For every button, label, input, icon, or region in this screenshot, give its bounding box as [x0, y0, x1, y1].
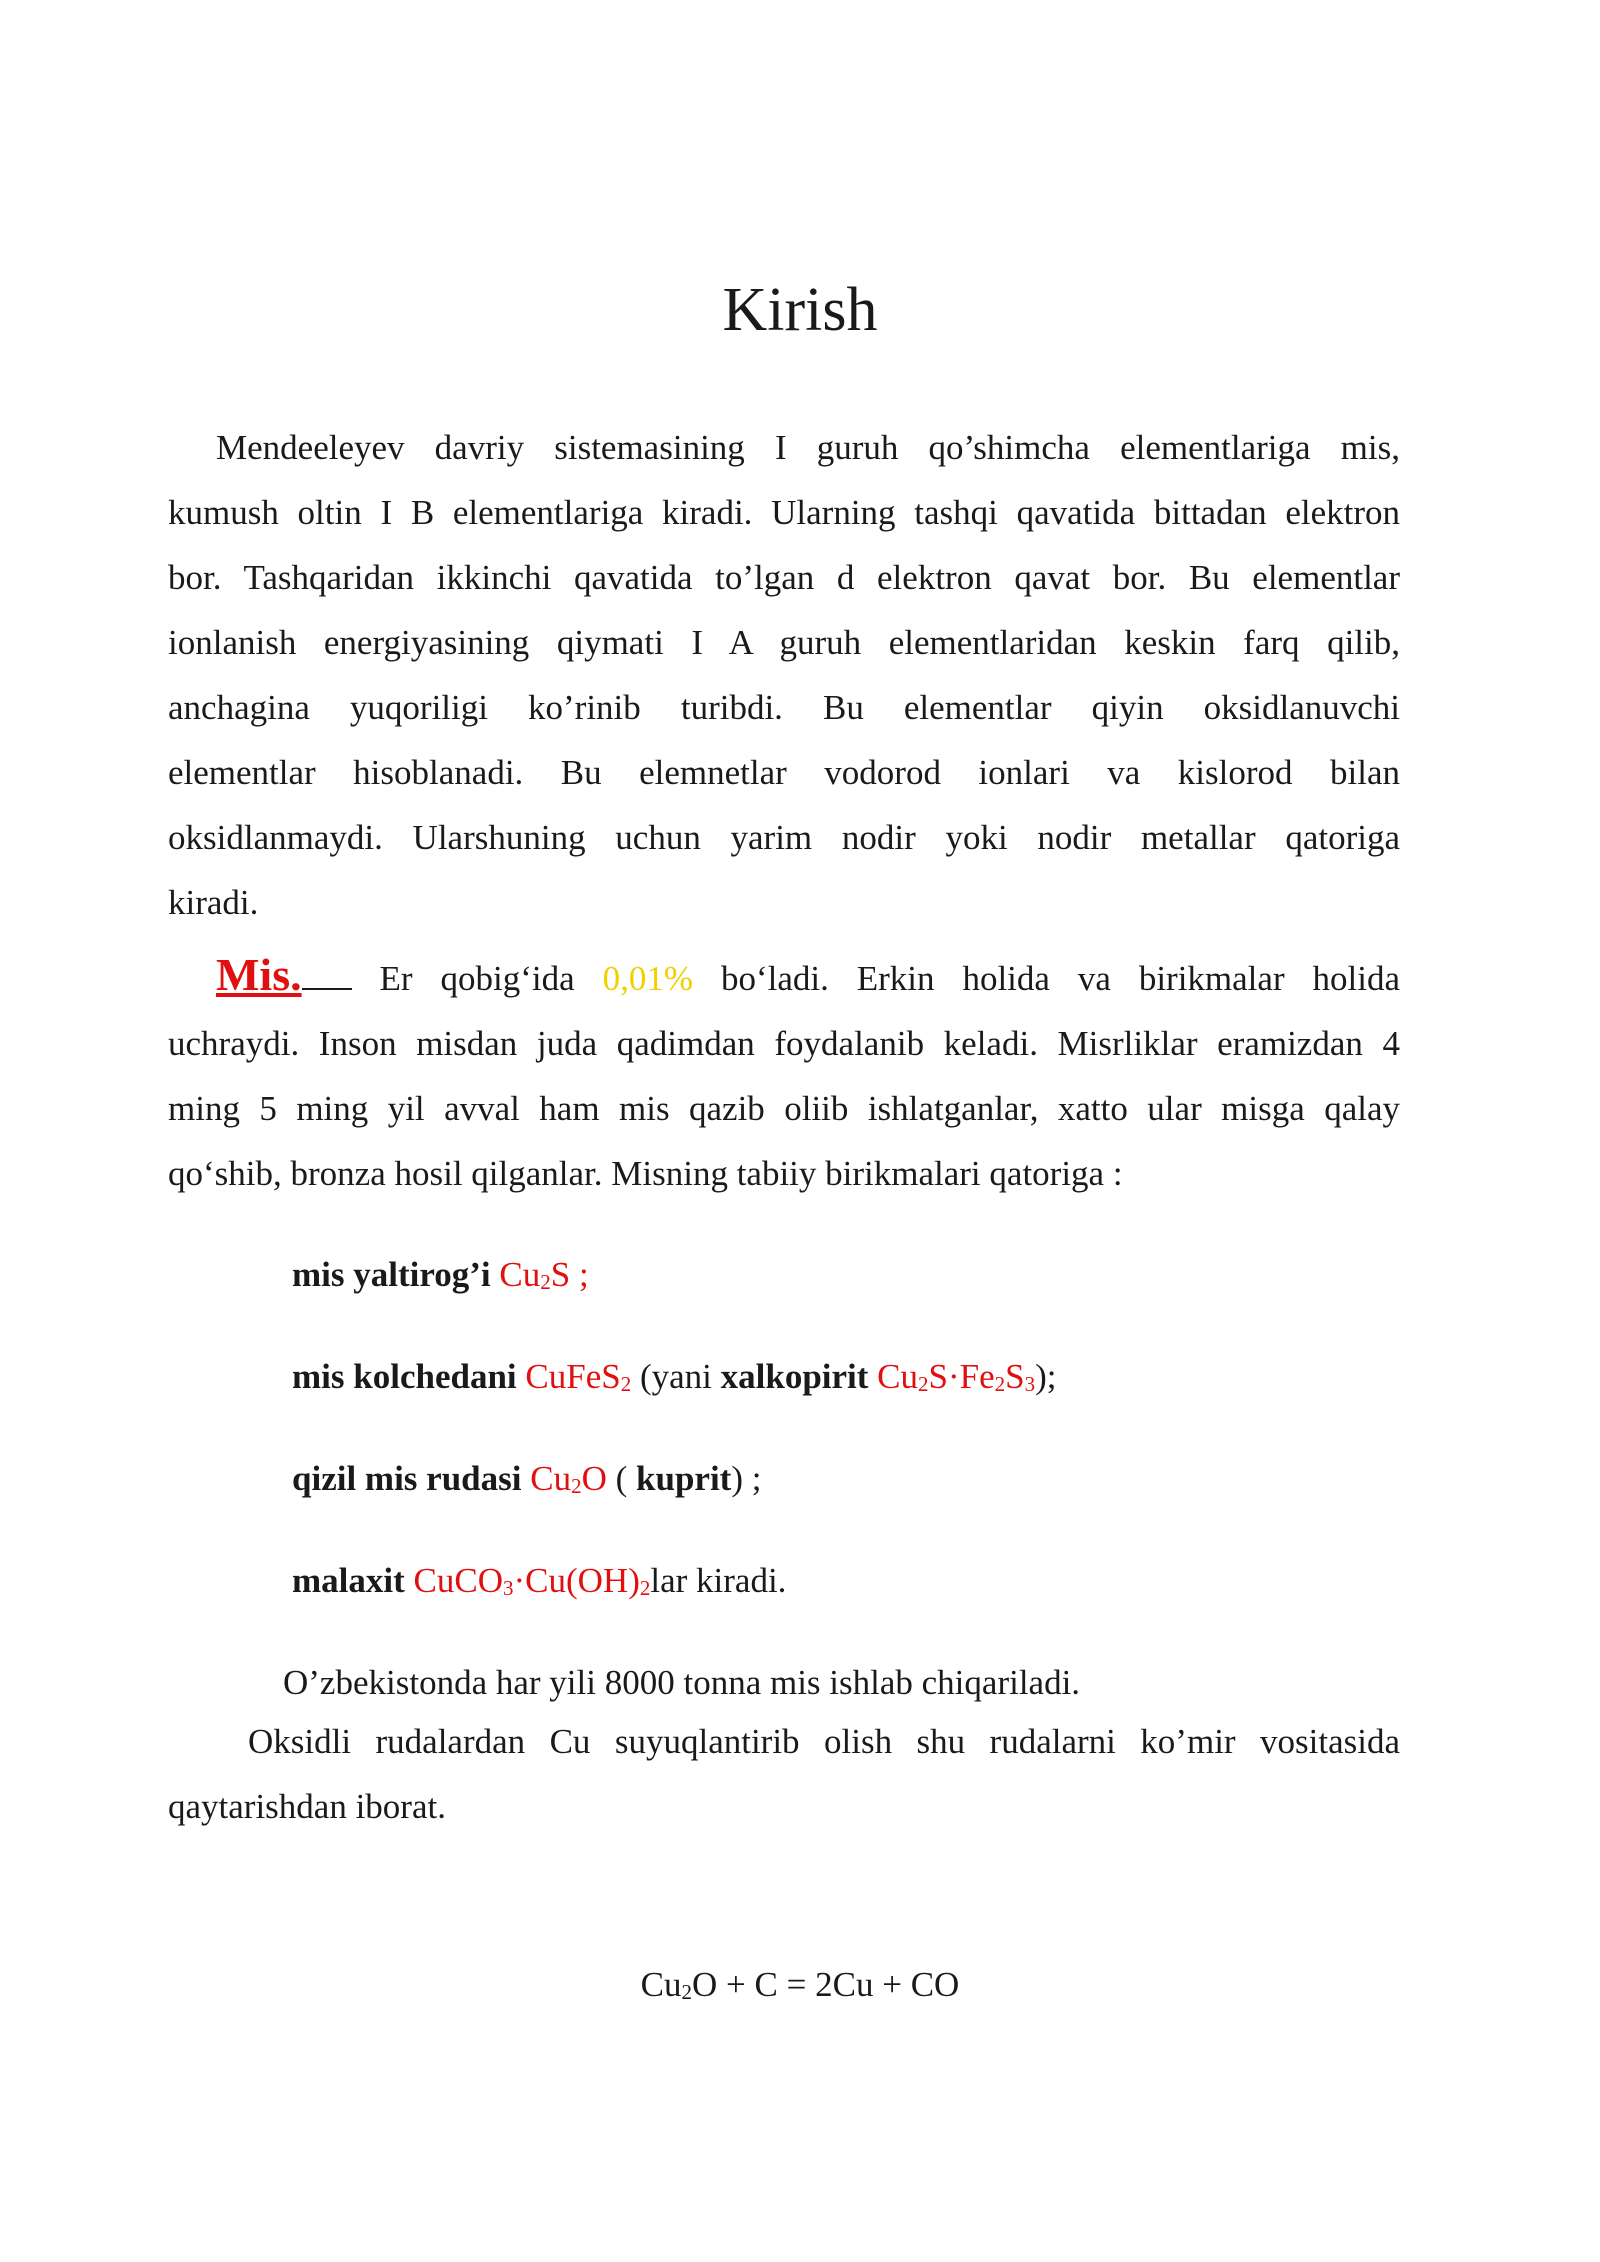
intro-line: ionlanish energiyasining qiymati I A guruh elementlaridan keskin farq qilib, [168, 623, 1400, 662]
mineral-item [292, 1556, 786, 1606]
mis-first-line [168, 942, 1400, 1011]
mineral-formula: $Cu_2O$ [530, 1459, 607, 1499]
reaction-equation: $Cu_2O + C = 2Cu$ + CO [640, 1965, 960, 2005]
mis-line: ming 5 ming yil avval ham mis qazib oliib ishlatganlar, xatto ular misga qalay [168, 1089, 1400, 1128]
crust-percent: 0,01% [602, 959, 693, 998]
mineral-alt-name: kuprit [636, 1459, 732, 1498]
intro-line: oksidlanmaydi. Ularshuning uchun yarim nodir yoki nodir metallar qatoriga [168, 818, 1400, 857]
mineral-item [292, 1352, 1057, 1402]
mineral-item [292, 1250, 589, 1300]
intro-line: elementlar hisoblanadi. Bu elemnetlar vodorod ionlari va kislorod bilan [168, 753, 1400, 792]
mineral-note: (yani [639, 1357, 712, 1396]
mineral-formula: $CuCO_3\cdot Cu(OH)_2$ [413, 1561, 651, 1601]
intro-line: bor. Tashqaridan ikkinchi qavatida to’lgan d elektron qavat bor. Bu elementlar [168, 558, 1400, 597]
mis-line: qo‘shib, bronza hosil qilganlar. Misning tabiiy birikmalari qatoriga : [168, 1154, 1123, 1193]
intro-paragraph [168, 415, 1400, 935]
production-sentence: O’zbekistonda har yili 8000 tonna mis ishlab chiqariladi. [283, 1663, 1081, 1702]
mineral-formula: CuFeS$_2$ [525, 1357, 632, 1397]
page-title: Kirish [722, 276, 878, 344]
intro-line: Mendeeleyev davriy sistemasining I guruh qo’shimcha elementlariga mis, [216, 428, 1400, 467]
mineral-alt-name: xalkopirit [720, 1357, 869, 1396]
mis-paragraph [168, 942, 1400, 1206]
mineral-tail: ) ; [731, 1459, 762, 1498]
mis-line: uchraydi. Inson misdan juda qadimdan foydalanib keladi. Misrliklar eramizdan 4 [168, 1024, 1400, 1063]
underline-gap [302, 986, 352, 990]
mineral-paren: ( [615, 1459, 628, 1498]
mineral-tail: lar kiradi. [650, 1561, 787, 1600]
mineral-formula: $Cu_2S$ ; [499, 1255, 589, 1295]
mineral-name: mis yaltirog’i [292, 1255, 491, 1294]
mineral-tail: ); [1035, 1357, 1057, 1396]
intro-line: anchagina yuqoriligi ko’rinib turibdi. Bu elementlar qiyin oksidlanuvchi [168, 688, 1400, 727]
mineral-name: qizil mis rudasi [292, 1459, 522, 1498]
oxide-line: Oksidli rudalardan Cu suyuqlantirib olish shu rudalarni ko’mir vositasida [248, 1722, 1400, 1761]
intro-line: kiradi. [168, 883, 259, 922]
mis-line-text: Er qobig‘ida [379, 959, 575, 998]
oxide-paragraph [168, 1709, 1400, 1839]
oxide-line: qaytarishdan iborat. [168, 1787, 446, 1826]
mineral-name: malaxit [292, 1561, 405, 1600]
mineral-alt-formula: $Cu_2S\cdot Fe_2S_3$ [877, 1357, 1036, 1397]
mis-line-text: bo‘ladi. Erkin holida va birikmalar holida [720, 959, 1401, 998]
mis-heading: Mis. [216, 949, 302, 1000]
mineral-name: mis kolchedani [292, 1357, 517, 1396]
intro-line: kumush oltin I B elementlariga kiradi. Ularning tashqi qavatida bittadan elektron [168, 493, 1400, 532]
mineral-item [292, 1454, 761, 1504]
